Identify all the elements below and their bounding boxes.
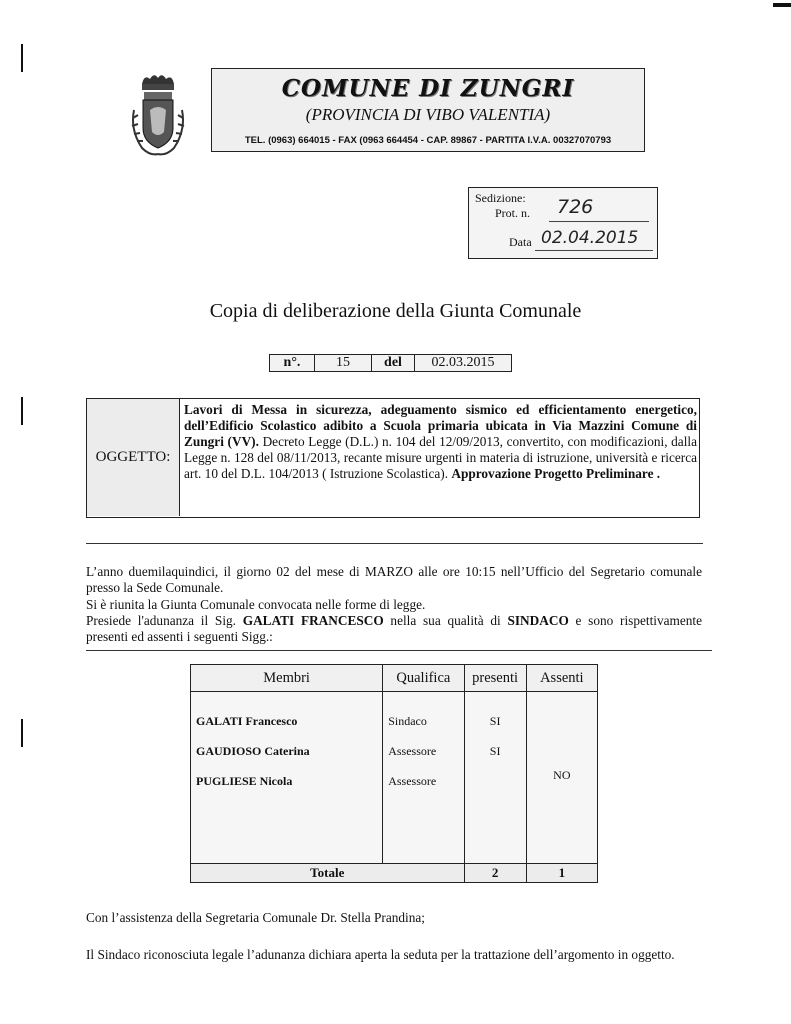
member-name: GALATI Francesco [196,714,298,728]
member-name: GAUDIOSO Caterina [196,744,310,758]
date-value: 02.04.2015 [541,228,639,248]
subject-text [184,402,697,482]
divider-middle [86,650,712,651]
municipality-header [211,68,645,152]
presiding-text-mid: nella sua qualità di [383,613,508,628]
member-qualifica: Assessore [388,744,437,758]
paragraph-convened: Si è riunita la Giunta Comunale convocata nelle forme di legge. [86,597,426,612]
total-label: Totale [191,864,465,883]
scan-mark-top-right [773,3,791,7]
subject-bold-part: Lavori di Messa in sicurezza, adeguamento sismico ed efficientamento energetico, dell’Edificio Scolastico adibito a Scuola primaria ubicata in Via Mazzini Comune di Zungri (VV). [184,402,697,449]
member-qualifica: Sindaco [388,714,427,728]
province-name: (PROVINCIA DI VIBO VALENTIA) [305,105,551,124]
protocol-box [468,187,658,259]
paragraph-meeting-date: L’anno duemilaquindici, il giorno 02 del mese di MARZO alle ore 10:15 nell’Ufficio del Segretario comunale presso la Sede Comunale. [86,564,702,595]
mayor-role: SINDACO [507,613,569,628]
del-label: del [372,355,415,372]
member-assente [528,706,596,736]
deliberation-date: 02.03.2015 [415,355,512,372]
members-table [190,664,598,883]
paragraph-presiding [86,613,702,645]
members-qualifica-column [383,692,464,864]
municipal-crest-icon [128,70,188,160]
presiding-text-start: Presiede l'adunanza il Sig. [86,613,243,628]
total-row [191,864,598,883]
presiding-text-end: e sono rispettivamente presenti ed assenti i seguenti Sigg.: [86,613,702,644]
deliberation-number-row [269,354,512,372]
total-assenti: 1 [526,864,597,883]
subject-approval: Approvazione Progetto Preliminare . [451,466,661,481]
subject-label: OGGETTO: [87,399,180,516]
subject-box [86,398,700,518]
total-presenti: 2 [464,864,526,883]
member-presente: SI [489,744,501,758]
date-rule [535,250,653,251]
scan-mark-left-1 [21,44,23,72]
members-assenti-column [526,692,597,864]
header-members: Membri [191,665,383,692]
document-title: Copia di deliberazione della Giunta Comunale [209,300,582,322]
paragraph-session-open: Il Sindaco riconosciuta legale l’adunanza dichiara aperta la seduta per la trattazione dell’argomento in oggetto. [86,947,675,962]
protocol-number-label: Prot. n. [495,206,531,220]
scan-mark-left-2 [21,397,23,425]
divider-top [86,543,703,544]
municipality-name: COMUNE DI ZUNGRI [281,75,575,102]
number-value: 15 [315,355,372,372]
members-names-column [191,692,383,864]
mayor-name: GALATI FRANCESCO [242,613,384,628]
contact-details: TEL. (0963) 664015 - FAX (0963 664454 - CAP. 89867 - PARTITA I.V.A. 00327070793 [244,135,612,146]
member-assente: NO [553,768,571,782]
subject-normal-part: Decreto Legge (D.L.) n. 104 del 12/09/2013, convertito, con modificazioni, dalla Legge n. 128 del 08/11/2013, recante misure urgenti in materia di istruzione, università e ricerca art. 10 del D.L. 104/2013 ( Istruzione Scolastica). [184,434,697,481]
header-assenti: Assenti [526,665,597,692]
date-label: Data [509,235,532,249]
member-presente: SI [489,714,501,728]
member-qualifica: Assessore [388,774,437,788]
protocol-number-value: 726 [557,196,594,218]
number-label: n°. [270,355,315,372]
header-presenti: presenti [464,665,526,692]
member-presente [466,766,525,796]
protocol-number-rule [549,221,649,222]
members-presenti-column [464,692,526,864]
member-name: PUGLIESE Nicola [196,774,293,788]
header-qualifica: Qualifica [383,665,464,692]
scan-mark-left-3 [21,719,23,747]
paragraph-assistance: Con l’assistenza della Segretaria Comunale Dr. Stella Prandina; [86,910,425,925]
section-label: Sedizione: [475,191,526,205]
